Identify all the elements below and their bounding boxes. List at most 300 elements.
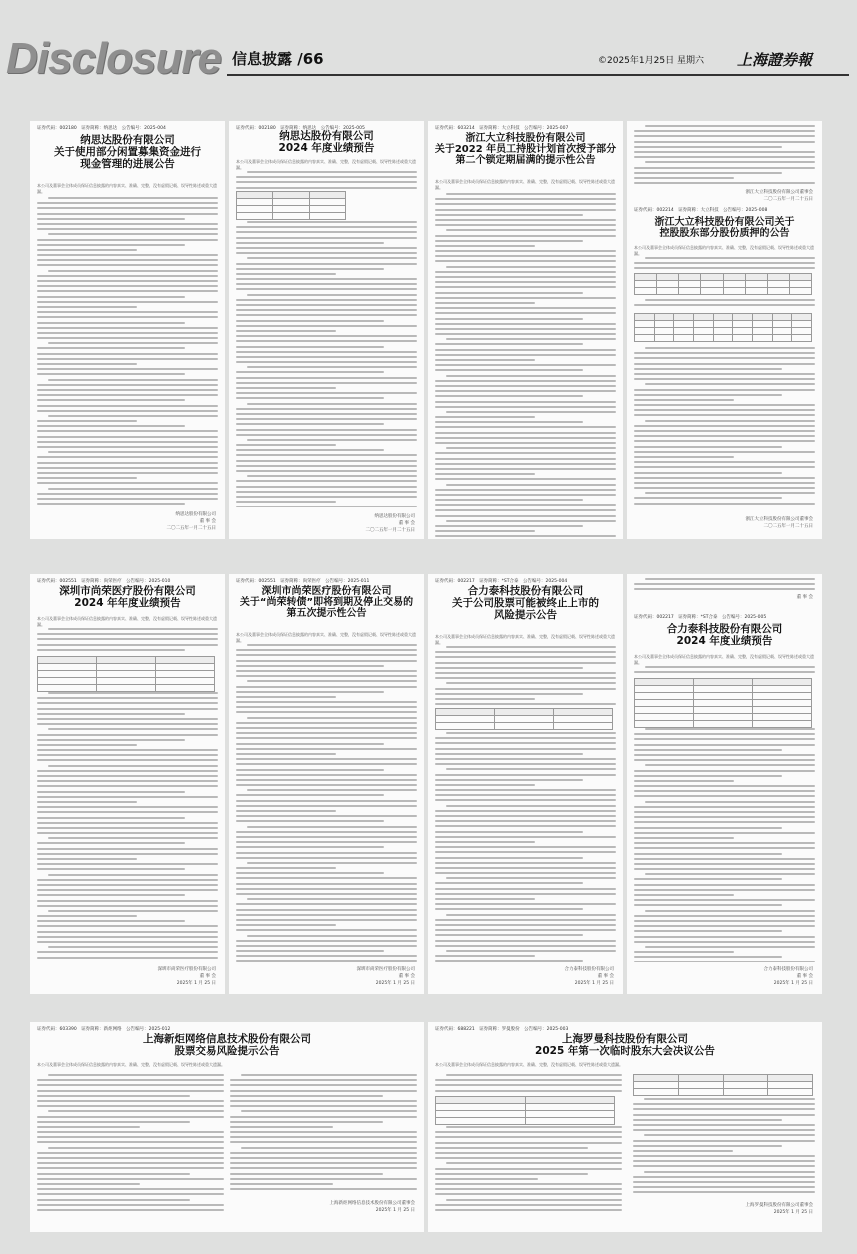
text-line xyxy=(48,628,218,630)
text-line xyxy=(247,680,417,682)
title-line: 关于公司股票可能被终止上市的 xyxy=(452,596,599,609)
text-line xyxy=(435,250,616,252)
text-line xyxy=(236,408,417,410)
text-line xyxy=(435,302,535,304)
text-line xyxy=(435,794,616,796)
text-line xyxy=(236,330,336,332)
text-line xyxy=(241,1074,417,1076)
text-line xyxy=(435,672,616,674)
text-line xyxy=(236,304,417,306)
text-line xyxy=(645,946,815,948)
text-line xyxy=(236,491,417,493)
text-line xyxy=(634,915,815,917)
text-line xyxy=(435,494,616,496)
text-line xyxy=(435,219,616,221)
text-line xyxy=(435,333,616,335)
text-line xyxy=(230,1152,417,1154)
text-line xyxy=(435,651,616,653)
text-line xyxy=(634,878,782,880)
text-line xyxy=(446,411,616,413)
text-line xyxy=(236,701,417,703)
text-line xyxy=(645,257,815,259)
text-line xyxy=(435,1142,622,1144)
text-line xyxy=(247,294,417,296)
text-line xyxy=(247,171,417,173)
company-name: 浙江大立科技股份有限公司 xyxy=(465,133,586,144)
text-line xyxy=(236,351,417,353)
text-line xyxy=(37,900,218,902)
text-line xyxy=(634,430,815,432)
text-line xyxy=(247,862,417,864)
text-line xyxy=(37,1105,224,1107)
text-line xyxy=(236,784,417,786)
board-notice: 本公司及董事会全体成员保证信息披露的内容真实、准确、完整，没有虚假记载、误导性陈述或重大遗漏。 xyxy=(236,159,416,170)
text-line xyxy=(236,686,417,688)
text-line xyxy=(236,247,417,249)
text-line xyxy=(634,837,734,839)
text-line xyxy=(645,728,815,730)
text-line xyxy=(236,810,336,812)
text-line xyxy=(37,316,218,318)
text-line xyxy=(37,1095,190,1097)
board-notice: 本公司及董事会全体成员保证信息披露的内容真实、准确、完整，没有虚假记载、误导性陈述或重大遗漏。 xyxy=(236,632,416,643)
text-line xyxy=(236,226,417,228)
text-line xyxy=(37,858,137,860)
text-line xyxy=(236,237,417,239)
text-line xyxy=(446,266,616,268)
text-line xyxy=(37,920,185,922)
text-line xyxy=(435,478,616,480)
announcement-title xyxy=(432,1034,818,1058)
text-line xyxy=(435,753,583,755)
stock-code-line: 证券代码：002551 证券简称：尚荣医疗 公告编号：2025-011 xyxy=(236,579,370,584)
text-line xyxy=(435,872,616,874)
text-line xyxy=(236,805,417,807)
text-line xyxy=(633,1165,815,1167)
text-line xyxy=(236,496,417,498)
text-line xyxy=(633,1145,782,1147)
text-line xyxy=(236,696,336,698)
text-line xyxy=(435,297,616,299)
text-line xyxy=(236,377,417,379)
text-line xyxy=(634,811,815,813)
text-line xyxy=(236,675,417,677)
stock-code-line: 证券代码：002180 证券简称：纳思达 公告编号：2025-004 xyxy=(37,126,166,131)
text-line xyxy=(37,405,218,407)
text-line xyxy=(236,831,417,833)
text-line xyxy=(435,656,616,658)
text-line xyxy=(633,1176,815,1178)
text-line xyxy=(634,446,782,448)
text-line xyxy=(236,278,417,280)
text-line xyxy=(435,240,583,242)
text-line xyxy=(435,499,583,501)
announcement-title xyxy=(233,586,420,620)
text-line xyxy=(37,951,218,953)
text-line xyxy=(236,722,417,724)
text-line xyxy=(644,1098,815,1100)
text-line xyxy=(446,877,616,879)
text-line xyxy=(435,235,616,237)
signature-block xyxy=(746,516,814,530)
announcement-panel xyxy=(428,574,623,994)
text-line xyxy=(644,1171,815,1173)
text-line xyxy=(634,357,815,359)
body-text xyxy=(435,193,616,539)
text-line xyxy=(634,451,815,453)
text-line xyxy=(634,785,815,787)
announcement-panel xyxy=(30,121,225,539)
text-line xyxy=(633,1140,815,1142)
text-line xyxy=(236,711,417,713)
text-line xyxy=(634,821,815,823)
text-line xyxy=(435,662,616,664)
text-line xyxy=(435,836,616,838)
text-line xyxy=(435,758,616,760)
text-line xyxy=(633,1186,815,1188)
text-line xyxy=(634,399,734,401)
header-rule xyxy=(227,74,849,76)
signature-block xyxy=(167,511,217,532)
text-line xyxy=(230,1095,383,1097)
text-line xyxy=(236,691,384,693)
text-line xyxy=(634,404,815,406)
text-line xyxy=(236,867,336,869)
text-line xyxy=(37,931,218,933)
title-line: 风险提示公告 xyxy=(494,608,557,621)
text-line xyxy=(435,742,616,744)
text-line xyxy=(37,697,218,699)
text-line xyxy=(37,322,185,324)
text-line xyxy=(645,347,815,349)
text-line xyxy=(236,242,384,244)
text-line xyxy=(236,181,417,183)
text-line xyxy=(37,446,218,448)
text-line xyxy=(634,425,815,427)
text-line xyxy=(37,1090,224,1092)
text-line xyxy=(435,312,616,314)
text-line xyxy=(236,444,336,446)
body-text xyxy=(236,221,417,507)
text-line xyxy=(634,487,815,489)
body-text xyxy=(634,578,815,592)
text-line xyxy=(37,905,218,907)
signature-block xyxy=(746,1202,814,1216)
signature-date: 2025年 1 月 25 日 xyxy=(176,981,216,986)
text-line xyxy=(236,649,417,651)
text-line xyxy=(435,841,535,843)
text-line xyxy=(645,873,815,875)
title-line: 2024 年年度业绩预告 xyxy=(74,596,181,609)
text-line xyxy=(37,202,218,204)
text-line xyxy=(645,801,815,803)
announcement-panel xyxy=(30,574,225,994)
text-line xyxy=(37,708,218,710)
text-line xyxy=(236,392,417,394)
signature-company: 纳思达股份有限公司 xyxy=(175,512,216,517)
signature-date: 二〇二五年一月二十五日 xyxy=(166,526,216,531)
text-line xyxy=(435,774,616,776)
body-text xyxy=(435,1074,622,1094)
text-line xyxy=(634,151,815,153)
text-line xyxy=(634,378,815,380)
text-line xyxy=(634,956,782,958)
text-line xyxy=(236,743,384,745)
text-line xyxy=(435,862,616,864)
edition-date: ©2025年1月25日 星期六 xyxy=(598,56,704,66)
text-line xyxy=(37,915,137,917)
text-line xyxy=(435,1152,622,1154)
text-line xyxy=(236,252,417,254)
text-line xyxy=(435,898,535,900)
text-line xyxy=(435,810,616,812)
signature-date: 2025年 1 月 25 日 xyxy=(574,981,614,986)
text-line xyxy=(236,914,417,916)
text-line xyxy=(37,744,137,746)
text-line xyxy=(435,349,616,351)
text-line xyxy=(37,889,218,891)
announcement-title xyxy=(34,1034,420,1058)
company-name: 深圳市尚荣医疗股份有限公司 xyxy=(261,586,392,597)
text-line xyxy=(435,463,616,465)
text-line xyxy=(48,910,218,912)
stock-code-line: 证券代码：002180 证券简称：纳思达 公告编号：2025-005 xyxy=(236,126,365,131)
text-line xyxy=(435,426,616,428)
text-line xyxy=(247,403,417,405)
announcement-panel xyxy=(30,1022,424,1232)
text-line xyxy=(247,644,417,646)
text-line xyxy=(37,394,218,396)
text-line xyxy=(236,960,417,962)
text-line xyxy=(446,229,616,231)
text-line xyxy=(446,805,616,807)
text-line xyxy=(634,167,815,169)
text-line xyxy=(236,737,417,739)
text-line xyxy=(435,390,616,392)
announcement-title xyxy=(432,133,619,167)
title-line: 上海罗曼科技股份有限公司 xyxy=(562,1033,688,1045)
text-line xyxy=(634,936,815,938)
text-line xyxy=(37,1141,224,1143)
text-line xyxy=(446,950,616,952)
text-line xyxy=(634,409,815,411)
text-line xyxy=(236,877,417,879)
text-line xyxy=(435,380,616,382)
text-line xyxy=(634,497,782,499)
text-line xyxy=(634,363,815,365)
text-line xyxy=(634,435,815,437)
board-notice: 本公司及董事会全体成员保证信息披露的内容真实、准确、完整，没有虚假记载、误导性陈述或重大遗漏。 xyxy=(634,245,814,256)
text-line xyxy=(37,713,185,715)
signature-block xyxy=(330,1200,416,1214)
text-line xyxy=(37,207,218,209)
body-text xyxy=(634,299,815,309)
title-line: 控股股东部分股份质押的公告 xyxy=(659,228,790,240)
board-notice: 本公司及董事会全体成员保证信息披露的内容真实、准确、完整，没有虚假记载、误导性陈述或重大遗漏。 xyxy=(37,1062,225,1067)
text-line xyxy=(634,894,734,896)
text-line xyxy=(435,784,535,786)
forecast-table xyxy=(37,656,215,692)
text-line xyxy=(37,1079,224,1081)
title-line: 上海新炬网络信息技术股份有限公司 xyxy=(143,1033,311,1045)
text-line xyxy=(230,1100,417,1102)
board-notice: 本公司及董事会全体成员保证信息披露的内容真实、准确、完整，没有虚假记载、误导性陈述或重大遗漏。 xyxy=(435,179,615,190)
text-line xyxy=(48,451,218,453)
text-line xyxy=(48,415,218,417)
text-line xyxy=(37,1136,224,1138)
text-line xyxy=(446,646,616,648)
text-line xyxy=(634,461,815,463)
text-line xyxy=(435,1173,588,1175)
text-line xyxy=(634,583,815,585)
text-line xyxy=(645,299,815,301)
text-line xyxy=(435,960,583,962)
title-line: 纳思达股份有限公司 xyxy=(279,130,374,142)
text-line xyxy=(37,1209,224,1211)
text-line xyxy=(435,198,616,200)
announcement-panel xyxy=(428,121,623,539)
text-line xyxy=(230,1084,417,1086)
text-line xyxy=(236,263,417,265)
text-line xyxy=(37,239,218,241)
announcement-panel xyxy=(229,574,424,994)
text-line xyxy=(37,1178,224,1180)
text-line xyxy=(37,503,185,505)
text-line xyxy=(37,472,218,474)
text-line xyxy=(37,482,218,484)
text-line xyxy=(634,884,815,886)
signature-board: 董 事 会 xyxy=(199,519,216,524)
text-line xyxy=(236,852,417,854)
text-line xyxy=(236,288,417,290)
text-line xyxy=(37,296,185,298)
text-line xyxy=(446,768,616,770)
text-line xyxy=(236,794,384,796)
text-line xyxy=(435,328,616,330)
text-line xyxy=(634,899,815,901)
text-line xyxy=(236,945,417,947)
text-line xyxy=(634,304,815,306)
signature-board: 董 事 会 xyxy=(398,974,415,979)
board-notice: 本公司及董事会全体成员保证信息披露的内容真实、准确、完整，没有虚假记载、误导性陈述或重大遗漏。 xyxy=(37,616,217,627)
announcement-title xyxy=(34,586,221,610)
text-line xyxy=(236,434,417,436)
signature-company: 上海罗曼科技股份有限公司董事会 xyxy=(745,1203,813,1208)
signature-company: 浙江大立科技股份有限公司董事会 xyxy=(745,190,813,195)
text-line xyxy=(446,1199,622,1201)
text-line xyxy=(446,375,616,377)
text-line xyxy=(48,946,218,948)
signature-board: 董 事 会 xyxy=(398,521,415,526)
newspaper-logo: 上海證券報 xyxy=(737,51,813,69)
text-line xyxy=(37,879,218,881)
signature-date: 2025年 1 月 25 日 xyxy=(773,1210,813,1215)
text-line xyxy=(236,820,384,822)
text-line xyxy=(236,857,417,859)
stock-code-line: 证券代码：603214 证券简称：大立科技 公告编号：2025-007 xyxy=(435,126,569,131)
text-line xyxy=(236,727,417,729)
text-line xyxy=(236,346,384,348)
text-line xyxy=(446,338,616,340)
text-line xyxy=(236,231,417,233)
text-line xyxy=(435,245,535,247)
text-line xyxy=(634,863,815,865)
text-line xyxy=(435,281,616,283)
text-line xyxy=(37,848,218,850)
text-line xyxy=(48,270,218,272)
text-line xyxy=(37,749,218,751)
signature-board: 董 事 会 xyxy=(796,974,813,979)
body-text xyxy=(634,257,815,271)
text-line xyxy=(634,472,782,474)
text-line xyxy=(633,1155,815,1157)
text-line xyxy=(435,307,616,309)
text-line xyxy=(435,703,616,705)
text-line xyxy=(633,1124,815,1126)
text-line xyxy=(435,1183,622,1185)
text-line xyxy=(435,535,616,537)
signature-block xyxy=(366,513,416,534)
text-line xyxy=(37,1116,224,1118)
text-line xyxy=(37,327,218,329)
text-line xyxy=(37,817,185,819)
text-line xyxy=(37,264,218,266)
text-line xyxy=(236,268,384,270)
signature-block xyxy=(764,966,814,987)
text-line xyxy=(634,588,815,590)
text-line xyxy=(236,361,417,363)
text-line xyxy=(37,1157,224,1159)
stock-code-line: 证券代码：002217 证券简称：*ST合泰 公告编号：2025-004 xyxy=(435,579,568,584)
text-line xyxy=(37,410,218,412)
signature-block xyxy=(746,189,814,203)
text-line xyxy=(37,311,218,313)
text-line xyxy=(37,477,137,479)
text-line xyxy=(37,827,218,829)
text-line xyxy=(37,1204,224,1206)
title-line: 关于“尚荣转债”即将到期及停止交易的 xyxy=(239,597,414,609)
forecast-table xyxy=(236,191,346,220)
text-line xyxy=(236,706,417,708)
text-line xyxy=(48,233,218,235)
text-line xyxy=(230,1126,333,1128)
text-line xyxy=(435,955,535,957)
text-line xyxy=(645,420,815,422)
text-line xyxy=(247,935,417,937)
text-line xyxy=(435,504,616,506)
text-line xyxy=(37,363,137,365)
text-line xyxy=(37,332,218,334)
title-line: 合力泰科技股份有限公司 xyxy=(666,623,783,635)
pledge-table xyxy=(634,273,812,295)
text-line xyxy=(236,924,336,926)
text-line xyxy=(435,929,616,931)
text-line xyxy=(37,770,218,772)
announcement-title xyxy=(432,586,619,621)
text-line xyxy=(37,285,218,287)
text-line xyxy=(435,489,616,491)
announcement-title xyxy=(233,131,420,155)
text-line xyxy=(236,454,417,456)
text-line xyxy=(48,765,218,767)
text-line xyxy=(435,1136,622,1138)
text-line xyxy=(634,466,815,468)
text-line xyxy=(634,373,815,375)
text-line xyxy=(37,306,137,308)
text-line xyxy=(634,920,815,922)
text-line xyxy=(236,465,417,467)
text-line xyxy=(37,467,218,469)
